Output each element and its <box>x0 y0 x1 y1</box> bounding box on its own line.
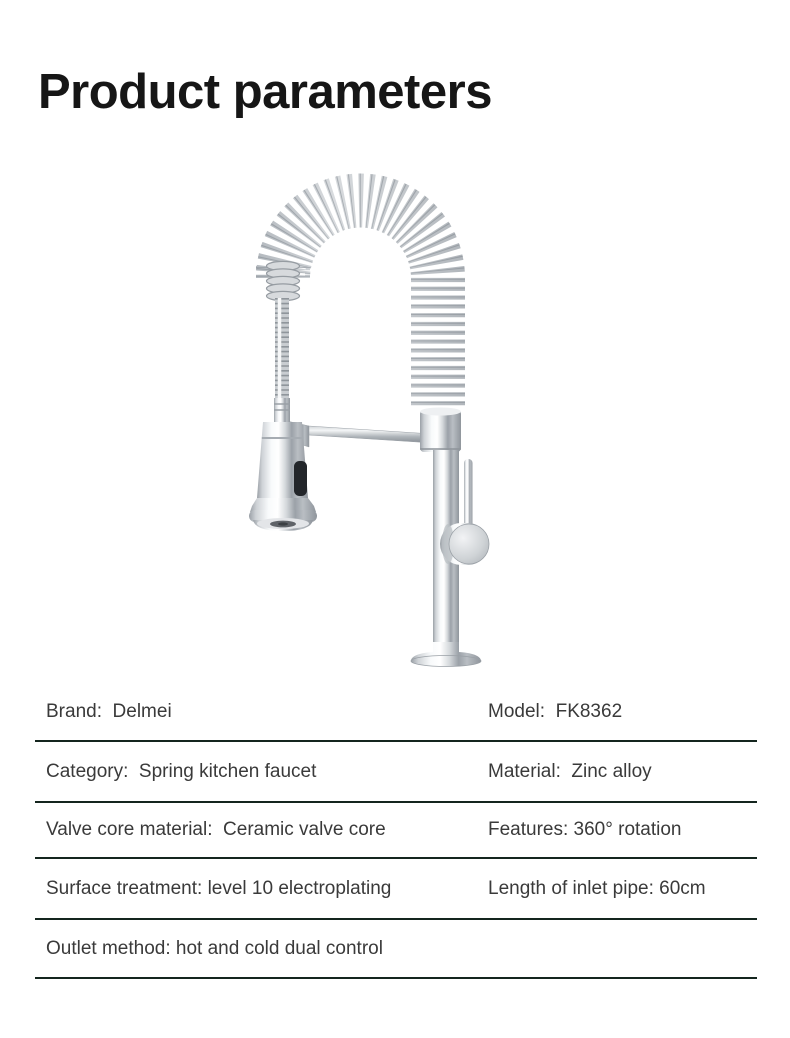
spec-cell-left: Valve core material: Ceramic valve core <box>46 819 386 840</box>
coil-ring-stack <box>267 261 300 300</box>
handle-knob <box>449 524 489 564</box>
spec-row <box>35 803 757 859</box>
handle-lever-rod <box>464 459 473 529</box>
spec-cell-right: Model: FK8362 <box>488 701 623 722</box>
spec-cell-left: Surface treatment: level 10 electroplating <box>46 877 392 899</box>
spray-head <box>249 398 317 531</box>
faucet-illustration <box>235 160 515 680</box>
spec-cell-right: Features: 360° rotation <box>488 819 682 840</box>
spec-cell-right: Material: Zinc alloy <box>488 760 652 782</box>
product-image <box>235 160 515 680</box>
faucet-base <box>411 656 481 667</box>
pull-down-hose <box>280 298 283 406</box>
spec-row <box>35 742 757 803</box>
spec-row <box>35 920 757 979</box>
page-title: Product parameters <box>38 65 492 119</box>
spec-cell-left: Brand: Delmei <box>46 701 172 722</box>
spray-head-clip <box>294 461 307 496</box>
spec-cell-left: Category: Spring kitchen faucet <box>46 760 317 782</box>
spec-table <box>35 684 757 979</box>
spec-cell-left: Outlet method: hot and cold dual control <box>46 937 383 959</box>
spec-row <box>35 859 757 920</box>
support-arm <box>287 421 433 447</box>
spring-coil <box>283 201 438 408</box>
spec-cell-right: Length of inlet pipe: 60cm <box>488 877 706 899</box>
spec-row <box>35 684 757 742</box>
